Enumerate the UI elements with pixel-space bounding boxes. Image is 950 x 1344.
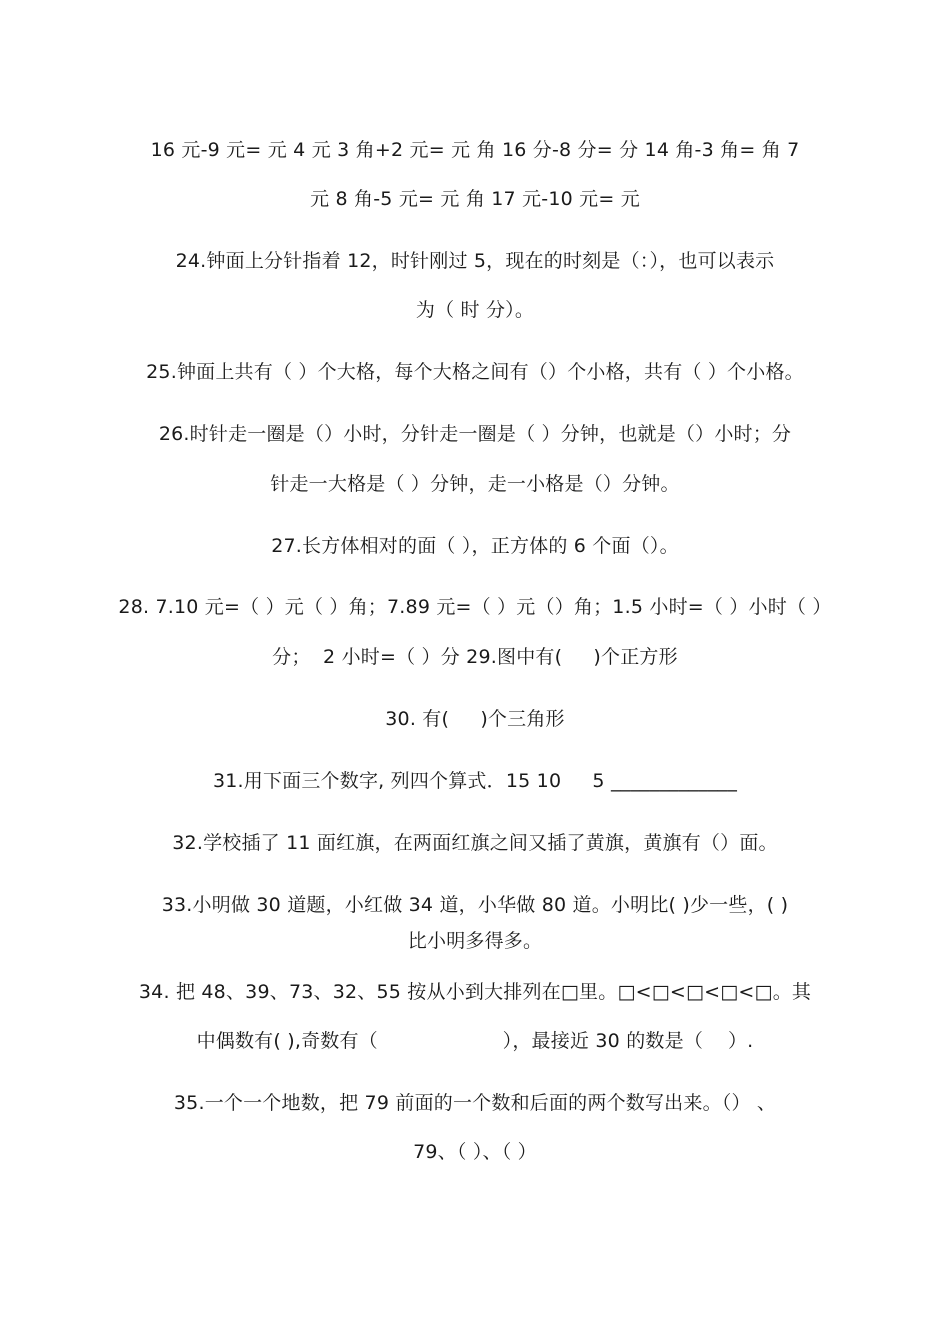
question-30: 30. 有( )个三角形	[385, 708, 565, 730]
question-34-line-1: 34. 把 48、39、73、32、55 按从小到大排列在□里。□<□<□<□<□。其	[138, 981, 812, 1003]
question-25: 25.钟面上共有（ ）个大格，每个大格之间有（）个小格，共有（ ）个小格。	[146, 361, 804, 383]
question-35-line-2: 79、（ ）、（ ）	[413, 1141, 537, 1163]
question-35-line-1: 35.一个一个地数，把 79 前面的一个数和后面的两个数写出来。（） 、	[173, 1092, 777, 1114]
text-line-money-2: 元 8 角-5 元= 元 角 17 元-10 元= 元	[310, 188, 640, 210]
question-28-line-1: 28. 7.10 元=（ ）元（ ）角；7.89 元=（ ）元（）角；1.5 小时=（ ）小时（ ）	[118, 596, 832, 618]
question-27: 27.长方体相对的面（ ），正方体的 6 个面（）。	[271, 535, 679, 557]
question-33-line-1: 33.小明做 30 道题，小红做 34 道，小华做 80 道。小明比( )少一些，( )	[161, 894, 789, 916]
question-34-line-2: 中偶数有( ),奇数有（ ），最接近 30 的数是（ ）.	[196, 1030, 754, 1052]
question-26-line-2: 针走一大格是（ ）分钟，走一小格是（）分钟。	[270, 473, 680, 495]
question-26-line-1: 26.时针走一圈是（）小时，分针走一圈是（ ）分钟，也就是（）小时；分	[158, 423, 792, 445]
question-31: 31.用下面三个数字, 列四个算式．15 10 5 _____________	[212, 770, 738, 792]
question-24-line-1: 24.钟面上分针指着 12，时针刚过 5，现在的时刻是（：），也可以表示	[175, 250, 775, 272]
question-24-line-2: 为（ 时 分）。	[415, 299, 535, 321]
question-33-line-2: 比小明多得多。	[407, 930, 543, 952]
question-28-line-2: 分； 2 小时=（ ）分 29.图中有( )个正方形	[272, 646, 678, 668]
question-32: 32.学校插了 11 面红旗，在两面红旗之间又插了黄旗，黄旗有（）面。	[172, 832, 778, 854]
text-line-money-1: 16 元-9 元= 元 4 元 3 角+2 元= 元 角 16 分-8 分= 分 14 角-3 角= 角 7	[150, 139, 800, 161]
